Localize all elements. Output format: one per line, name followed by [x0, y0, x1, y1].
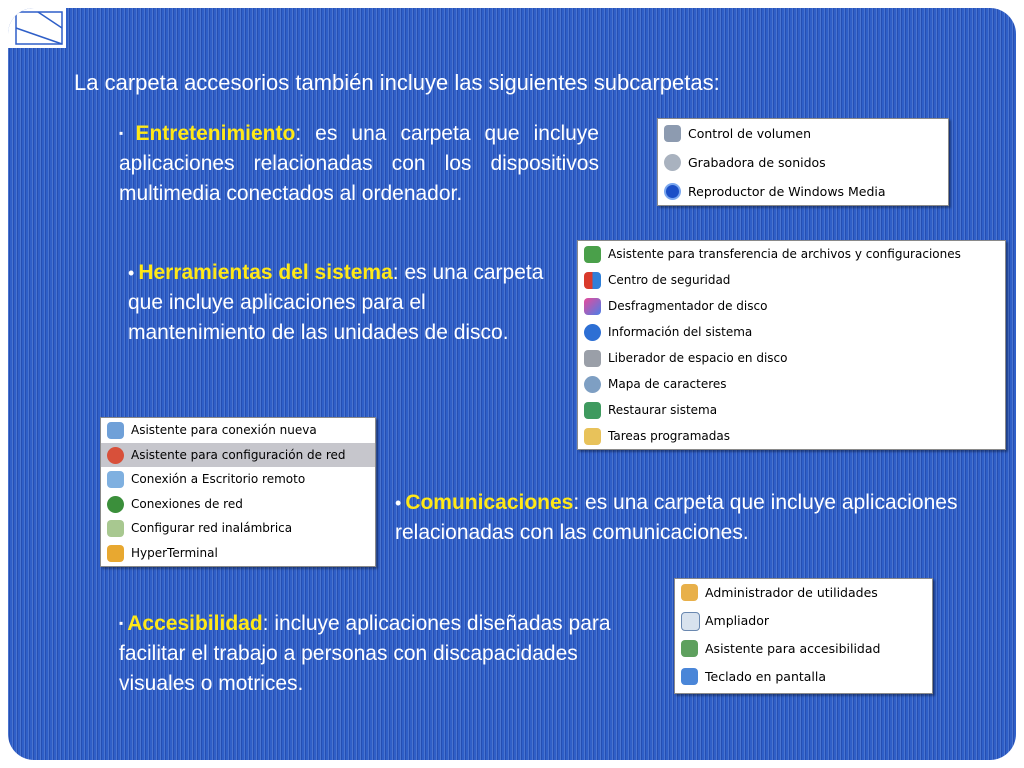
wireless-icon — [107, 520, 124, 537]
bullet: • — [128, 263, 135, 283]
menu-item-red-inalambrica[interactable] — [101, 516, 375, 541]
scheduled-tasks-icon — [584, 428, 601, 445]
section-accesibilidad — [119, 608, 639, 699]
section-entretenimiento — [119, 118, 599, 209]
slide-title: La carpeta accesorios también incluye las siguientes subcarpetas: — [74, 70, 720, 95]
menu-item-label: Administrador de utilidades — [705, 585, 878, 600]
menu-item-desfragmentador[interactable] — [578, 293, 1005, 319]
shield-icon — [584, 272, 601, 289]
bullet: • — [395, 493, 402, 513]
network-setup-icon — [107, 447, 124, 464]
keyword-comunicaciones: Comunicaciones — [405, 491, 574, 514]
page-corner-decoration — [8, 8, 66, 48]
restore-icon — [584, 402, 601, 419]
menu-item-label: Centro de seguridad — [608, 273, 731, 287]
keyword-entretenimiento: Entretenimiento — [135, 122, 296, 145]
menu-item-grabadora[interactable] — [658, 148, 948, 177]
info-icon — [584, 324, 601, 341]
menu-item-liberador[interactable] — [578, 345, 1005, 371]
menu-item-label: Asistente para conexión nueva — [131, 423, 317, 437]
menu-entretenimiento — [657, 118, 949, 206]
menu-item-label: Conexión a Escritorio remoto — [131, 472, 306, 486]
menu-item-label: Desfragmentador de disco — [608, 299, 768, 313]
description: : incluye aplicaciones diseñadas para facilitar el trabajo a personas con discapacidades visuales o motrices. — [119, 612, 611, 695]
menu-item-label: Información del sistema — [608, 325, 753, 339]
keyword-herramientas: Herramientas del sistema — [138, 261, 393, 284]
on-screen-keyboard-icon — [681, 668, 698, 685]
utility-manager-icon — [681, 584, 698, 601]
section-comunicaciones — [395, 488, 975, 548]
menu-item-label: Ampliador — [705, 613, 769, 628]
menu-item-teclado-pantalla[interactable] — [675, 663, 932, 691]
menu-item-tareas[interactable] — [578, 423, 1005, 449]
menu-item-asistente-accesibilidad[interactable] — [675, 635, 932, 663]
menu-item-label: Asistente para accesibilidad — [705, 641, 881, 656]
menu-item-ampliador[interactable] — [675, 607, 932, 635]
menu-item-transferencia[interactable] — [578, 241, 1005, 267]
menu-item-label: Restaurar sistema — [608, 403, 718, 417]
menu-herramientas — [577, 240, 1006, 450]
description: : es una carpeta que incluye aplicaciones relacionadas con los dispositivos multimedia conectados al ordenador. — [119, 122, 599, 205]
keyword-accesibilidad: Accesibilidad — [127, 612, 263, 635]
menu-item-label: Teclado en pantalla — [705, 669, 827, 684]
menu-item-reproductor[interactable] — [658, 177, 948, 206]
remote-desktop-icon — [107, 471, 124, 488]
corner-fold-icon — [8, 8, 66, 48]
menu-accesibilidad — [674, 578, 933, 694]
menu-item-control-volumen[interactable] — [658, 119, 948, 148]
section-herramientas — [128, 258, 548, 348]
hyperterminal-icon — [107, 545, 124, 562]
menu-item-mapa-caracteres[interactable] — [578, 371, 1005, 397]
menu-item-label: Mapa de caracteres — [608, 377, 727, 391]
volume-icon — [664, 125, 681, 142]
menu-item-label: Tareas programadas — [608, 429, 730, 443]
bullet: ▪ — [119, 126, 132, 140]
disk-cleanup-icon — [584, 350, 601, 367]
transfer-icon — [584, 246, 601, 263]
menu-item-centro-seguridad[interactable] — [578, 267, 1005, 293]
menu-item-label: Asistente para transferencia de archivos y configuraciones — [608, 247, 961, 261]
description: : es una carpeta que incluye aplicaciones relacionadas con las comunicaciones. — [395, 491, 958, 544]
character-map-icon — [584, 376, 601, 393]
microphone-icon — [664, 154, 681, 171]
defrag-icon — [584, 298, 601, 315]
magnifier-icon — [681, 612, 700, 631]
menu-item-administrador-utilidades[interactable] — [675, 579, 932, 607]
menu-item-label: Control de volumen — [688, 126, 811, 141]
menu-item-label: Grabadora de sonidos — [688, 155, 826, 170]
menu-item-label: Configurar red inalámbrica — [131, 521, 293, 535]
bullet: ▪ — [119, 616, 124, 630]
menu-item-label: Liberador de espacio en disco — [608, 351, 788, 365]
menu-item-restaurar[interactable] — [578, 397, 1005, 423]
menu-comunicaciones — [100, 417, 376, 567]
new-connection-icon — [107, 422, 124, 439]
menu-item-escritorio-remoto[interactable] — [101, 467, 375, 492]
accessibility-wizard-icon — [681, 640, 698, 657]
menu-item-label: HyperTerminal — [131, 545, 218, 560]
menu-item-label: Conexiones de red — [131, 496, 243, 511]
menu-item-conexion-nueva[interactable] — [101, 418, 375, 443]
network-connections-icon — [107, 496, 124, 513]
menu-item-label: Reproductor de Windows Media — [688, 184, 886, 199]
media-player-icon — [664, 183, 681, 200]
menu-item-hyperterminal[interactable] — [101, 541, 375, 566]
menu-item-configuracion-red[interactable] — [101, 443, 375, 468]
menu-item-informacion-sistema[interactable] — [578, 319, 1005, 345]
description: : es una carpeta que incluye aplicaciones para el mantenimiento de las unidades de disco. — [128, 261, 544, 344]
menu-item-conexiones-red[interactable] — [101, 492, 375, 517]
menu-item-label: Asistente para configuración de red — [131, 447, 346, 462]
